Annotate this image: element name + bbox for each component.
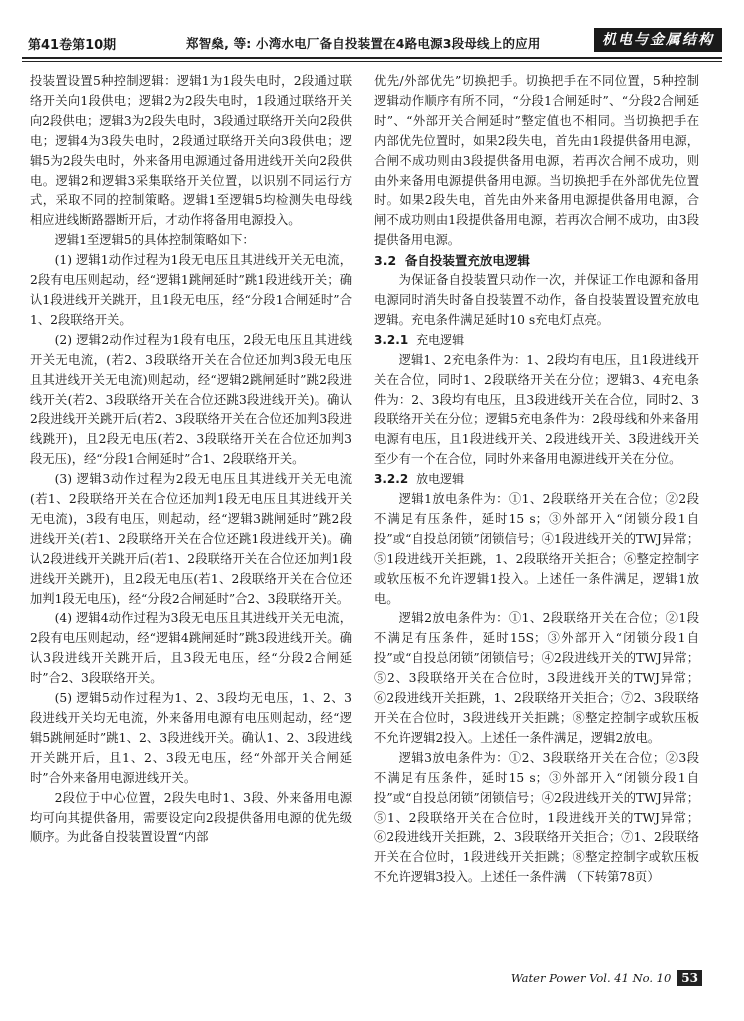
volume-issue: 第41卷第10期 bbox=[28, 38, 117, 53]
header-rule-thin bbox=[22, 61, 722, 62]
left-column bbox=[30, 72, 352, 848]
paragraph: 逻辑1、2充电条件为：1、2段均有电压，且1段进线开关在合位，同时1、2段联络开关在分位；逻辑3、4充电条件为：2、3段均有电压，且3段进线开关在合位，同时2、3段联络开关在分位；逻辑5充电条件为：2段母线和外来备用电源有电压，且1段进线开关、2段进线开关、3段进线开关至少有一个在合位，同时外来备用电源进线开关在分位。 bbox=[374, 352, 699, 467]
section-heading-3-2 bbox=[374, 251, 699, 271]
paragraph: (2) 逻辑2动作过程为1段有电压，2段无电压且其进线开关无电流，(若2、3段联络开关在合位还加判3段无电压且其进线开关无电流)则起动，经“逻辑2跳闸延时”跳2段进线开关(若2、3段联络开关在合位还跳3段进线开关)。确认2段进线开关跳开后(若2、3段联络开关在合位还加判3段进线跳开)，且2段无电压(若2、3段联络开关在合位还加判3段无压)，经“分段1合闸延时”合1、2段联络开关。 bbox=[30, 332, 352, 467]
section-number: 3.2.1 bbox=[374, 332, 409, 347]
page-number: 53 bbox=[677, 970, 702, 986]
paragraph: (1) 逻辑1动作过程为1段无电压且其进线开关无电流，2段有电压则起动，经“逻辑1跳闸延时”跳1段进线开关；确认1段进线开关跳开，且1段无电压，经“分段1合闸延时”合1、2段联络开关。 bbox=[30, 253, 352, 327]
paragraph: 逻辑1至逻辑5的具体控制策略如下： bbox=[54, 233, 255, 248]
section-heading-3-2-2 bbox=[374, 470, 699, 490]
section-title: 备自投装置充放电逻辑 bbox=[404, 253, 530, 269]
paragraph: 逻辑2放电条件为：①1、2段联络开关在合位；②1段不满足有压条件，延时15S；③外部开入“闭锁分段1自投”或“自投总闭锁”闭锁信号；④2段进线开关的TWJ异常；⑤2、3段联络开关在合位时，3段进线开关的TWJ异常；⑥2段进线开关拒跳，1、2段联络开关拒合；⑦2、3段联络开关在合位时，3段进线开关拒跳；⑧整定控制字或软压板不允许逻辑2投入。上述任一条件满足，逻辑2放电。 bbox=[374, 611, 699, 745]
paragraph: (4) 逻辑4动作过程为3段无电压且其进线开关无电流，2段有电压则起动，经“逻辑4跳闸延时”跳3段进线开关。确认3段进线开关跳开后，且3段无电压，经“分段2合闸延时”合2、3段联络开关。 bbox=[30, 611, 352, 686]
section-title: 放电逻辑 bbox=[416, 472, 465, 487]
header-rule bbox=[22, 57, 722, 59]
running-title: 郑智燊, 等: 小湾水电厂备自投装置在4路电源3段母线上的应用 bbox=[186, 36, 541, 51]
paragraph: 优先/外部优先”切换把手。切换把手在不同位置，5种控制逻辑动作顺序有所不同，“分段1合闸延时”、“分段2合闸延时”、“外部开关合闸延时”整定值也不相同。当切换把手在内部优先位置时，如果2段失电，首先由1段提供备用电源，合闸不成功则由3段提供备用电源，若再次合闸不成功，则由外来备用电源提供备用电源。当切换把手在外部优先位置时。如果2段失电，首先由外来备用电源提供备用电源，合闸不成功则由1段提供备用电源，若再次合闸不成功，由3段提供备用电源。 bbox=[374, 74, 699, 248]
section-number: 3.2.2 bbox=[374, 472, 409, 487]
paragraph: 为保证备自投装置只动作一次，并保证工作电源和备用电源同时消失时备自投装置不动作，备自投装置设置充放电逻辑。充电条件满足延时10 s充电灯点亮。 bbox=[374, 273, 699, 327]
section-title: 充电逻辑 bbox=[416, 332, 465, 347]
paragraph: 2段位于中心位置，2段失电时1、3段、外来备用电源均可向其提供备用，需要设定向2段提供备用电源的优先级顺序。为此备自投装置设置“内部 bbox=[30, 790, 352, 845]
section-number: 3.2 bbox=[374, 253, 397, 269]
paragraph: (3) 逻辑3动作过程为2段无电压且其进线开关无电流(若1、2段联络开关在合位还加判1段无电压且其进线开关无电流)，3段有电压，则起动，经“逻辑3跳闸延时”跳2段进线开关(若1、2段联络开关在合位还跳1段进线开关)。确认2段进线开关跳开后(若1、2段联络开关在合位还加判1段进线开关跳开)，且2段无电压(若1、2段联络开关在合位还加判1段无电压)，经“分段2合闸延时”合2、3段联络开关。 bbox=[30, 472, 352, 606]
page-footer bbox=[511, 970, 702, 986]
paragraph: 逻辑3放电条件为：①2、3段联络开关在合位；②3段不满足有压条件，延时15 s；③外部开入“闭锁分段1自投”或“自投总闭锁”闭锁信号；④2段进线开关的TWJ异常；⑤1、2段联络开关在合位时，1段进线开关的TWJ异常；⑥2段进线开关拒跳，2、3段联络开关拒合；⑦1、2段联络开关在合位时，1段进线开关拒跳；⑧整定控制字或软压板不允许逻辑3投入。上述任一条件满 （下转第78页） bbox=[374, 750, 699, 885]
right-column bbox=[374, 72, 699, 888]
page-header bbox=[22, 28, 722, 56]
paragraph: (5) 逻辑5动作过程为1、2、3段均无电压，1、2、3段进线开关均无电流，外来备用电源有电压则起动，经“逻辑5跳闸延时”跳1、2、3段进线开关。确认1、2、3段进线开关跳开后，且1、2、3段无电压，经“外部开关合闸延时”合外来备用电源进线开关。 bbox=[30, 691, 352, 785]
journal-footer-title: Water Power Vol. 41 No. 10 bbox=[510, 971, 672, 985]
section-heading-3-2-1 bbox=[374, 331, 699, 351]
paragraph: 逻辑1放电条件为：①1、2段联络开关在合位；②2段不满足有压条件，延时15 s；③外部开入“闭锁分段1自投”或“自投总闭锁”闭锁信号；④1段进线开关的TWJ异常；⑤1段进线开关拒跳，1、2段联络开关拒合；⑥整定控制字或软压板不允许逻辑1投入。上述任一条件满足，逻辑1放电。 bbox=[374, 492, 699, 606]
paragraph: 投装置设置5种控制逻辑：逻辑1为1段失电时，2段通过联络开关向1段供电；逻辑2为2段失电时，1段通过联络开关向2段供电；逻辑3为2段失电时，3段通过联络开关向2段供电；逻辑4为3段失电时，2段通过联络开关向3段供电；逻辑5为2段失电时，外来备用电源通过备用进线开关向2段供电。逻辑2和逻辑3采集联络开关位置，以识别不同运行方式，采取不同的控制策略。逻辑1至逻辑5均检测失电母线相应进线断路器断开后，才动作将备用电源投入。 bbox=[30, 74, 352, 228]
journal-section-badge: 机电与金属结构 bbox=[594, 28, 722, 52]
